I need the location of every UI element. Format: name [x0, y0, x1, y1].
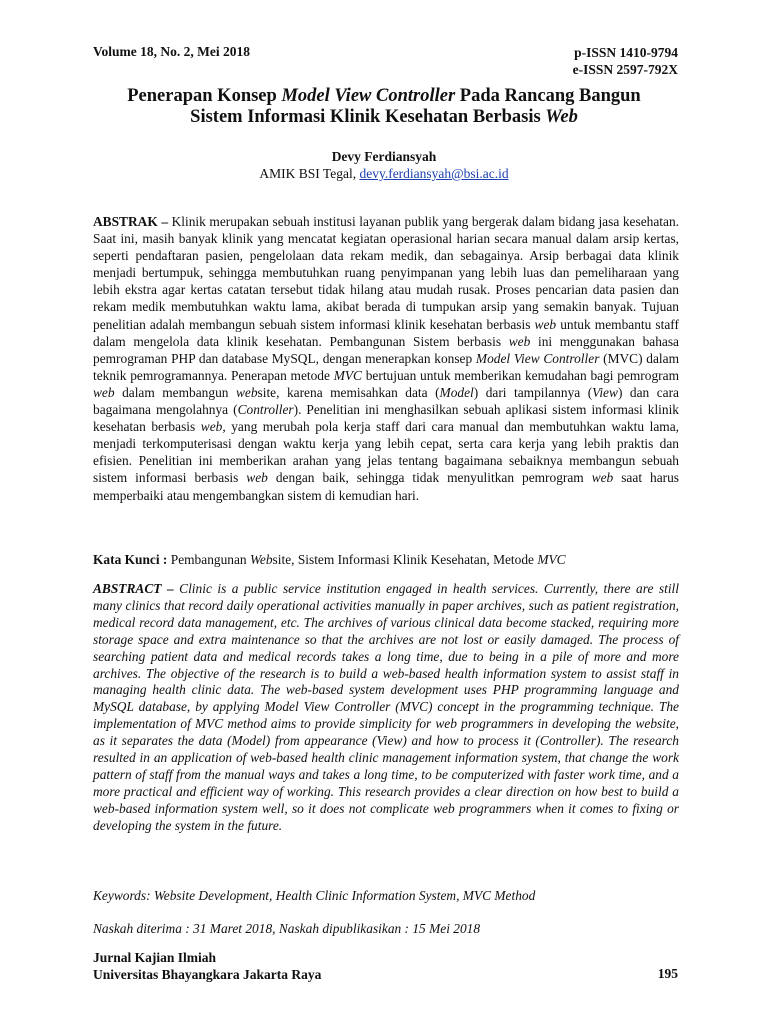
author-affiliation: AMIK BSI Tegal, devy.ferdiansyah@bsi.ac.id	[259, 166, 509, 181]
author-email-link[interactable]: devy.ferdiansyah@bsi.ac.id	[359, 166, 509, 181]
paper-title: Penerapan Konsep Model View Controller Pada Rancang Bangun Sistem Informasi Klinik Kesehatan Berbasis Web	[127, 86, 641, 127]
abstract-paragraph: ABSTRACT – Clinic is a public service institution engaged in health services. Currently, there are still many clinics that record daily operational activities manually in paper archives, such as patient registration, medical record data management, etc. The archives of various clinical data become stacked, requiring more storage space and extra maintenance so that the archives are not lost or easily damaged. The process of searching patient data and medical records takes a long time, due to being in a pile of more and more archives. The objective of the research is to build a web-based health information system to assist staff in managing health clinic data. The web-based system development uses PHP programming language and MySQL database, by applying Model View Controller (MVC) concept in the programming technique. The implementation of MVC method aims to provide simplicity for web programmers in developing the website, as it separates the data (Model) from appearance (View) and how to process it (Controller). The research resulted in an application of web-based health clinic management information system, that change the work pattern of staff from the manual ways and takes a long time, to be computerized with faster work time, and a more practical and efficient way of working. This research provides a clear direction on how best to build a web-based information system well, so it does not complicate web programmers when it comes to fixing or developing the system in the future.	[93, 581, 679, 833]
footer-journal	[93, 949, 321, 983]
author-name: Devy Ferdiansyah	[331, 149, 437, 164]
volume-info: Volume 18, No. 2, Mei 2018	[93, 44, 250, 59]
e-issn: e-ISSN 2597-792X	[572, 62, 678, 77]
university-name: Universitas Bhayangkara Jakarta Raya	[93, 967, 322, 982]
received-line: Naskah diterima : 31 Maret 2018, Naskah dipublikasikan : 15 Mei 2018	[93, 921, 481, 936]
p-issn: p-ISSN 1410-9794	[574, 45, 678, 60]
page-number: 195	[657, 966, 678, 981]
issn-block	[573, 44, 678, 78]
keywords-line: Keywords: Website Development, Health Clinic Information System, MVC Method	[93, 888, 536, 903]
abstrak-label: ABSTRAK –	[93, 214, 169, 229]
kata-kunci: Kata Kunci : Pembangunan Website, Sistem Informasi Klinik Kesehatan, Metode MVC	[93, 552, 566, 567]
kata-kunci-label: Kata Kunci :	[93, 552, 168, 567]
abstrak-paragraph: ABSTRAK – Klinik merupakan sebuah institusi layanan publik yang bergerak dalam bidang jasa kesehatan. Saat ini, masih banyak klinik yang mencatat kegiatan operasional harian secara manual dalam arsip kertas, seperti pendaftaran pasien, pengelolaan data rekam medik, dan sebagainya. Arsip berbagai data klinik menjadi bertumpuk, sehingga membutuhkan ruang penyimpanan yang lebih luas dan pemeliharaan yang lebih ekstra agar kertas catatan tersebut tidak hilang atau mudah rusak. Proses pencarian data pasien dan rekam medik membutuhkan waktu lama, akibat berada di tumpukan arsip yang semakin banyak. Tujuan penelitian adalah membangun sebuah sistem informasi klinik kesehatan berbasis web untuk membantu staff dalam mengelola data klinik kesehatan. Pembangunan Sistem berbasis web ini menggunakan bahasa pemrograman PHP dan database MySQL, dengan menerapkan konsep Model View Controller (MVC) dalam teknik pemrogramannya. Penerapan metode MVC bertujuan untuk memberikan kemudahan bagi pemrogram web dalam membangun website, karena memisahkan data (Model) dari tampilannya (View) dan cara bagaimana mengolahnya (Controller). Penelitian ini menghasilkan sebuah aplikasi sistem informasi klinik kesehatan berbasis web, yang merubah pola kerja staff dari cara manual dan membutuhkan waktu lama, menjadi terkomputerisasi dengan waktu kerja yang lebih cepat, serta cara kerja yang lebih praktis dan efisien. Penelitian ini memberikan arahan yang jelas tentang bagaimana sebaiknya membangun sebuah sistem informasi berbasis web dengan baik, sehingga tidak menyulitkan pemrogram web saat harus memperbaiki atau mengembangkan sistem di kemudian hari.	[93, 214, 679, 503]
abstract-label: ABSTRACT –	[93, 581, 174, 596]
journal-name: Jurnal Kajian Ilmiah	[93, 950, 217, 965]
